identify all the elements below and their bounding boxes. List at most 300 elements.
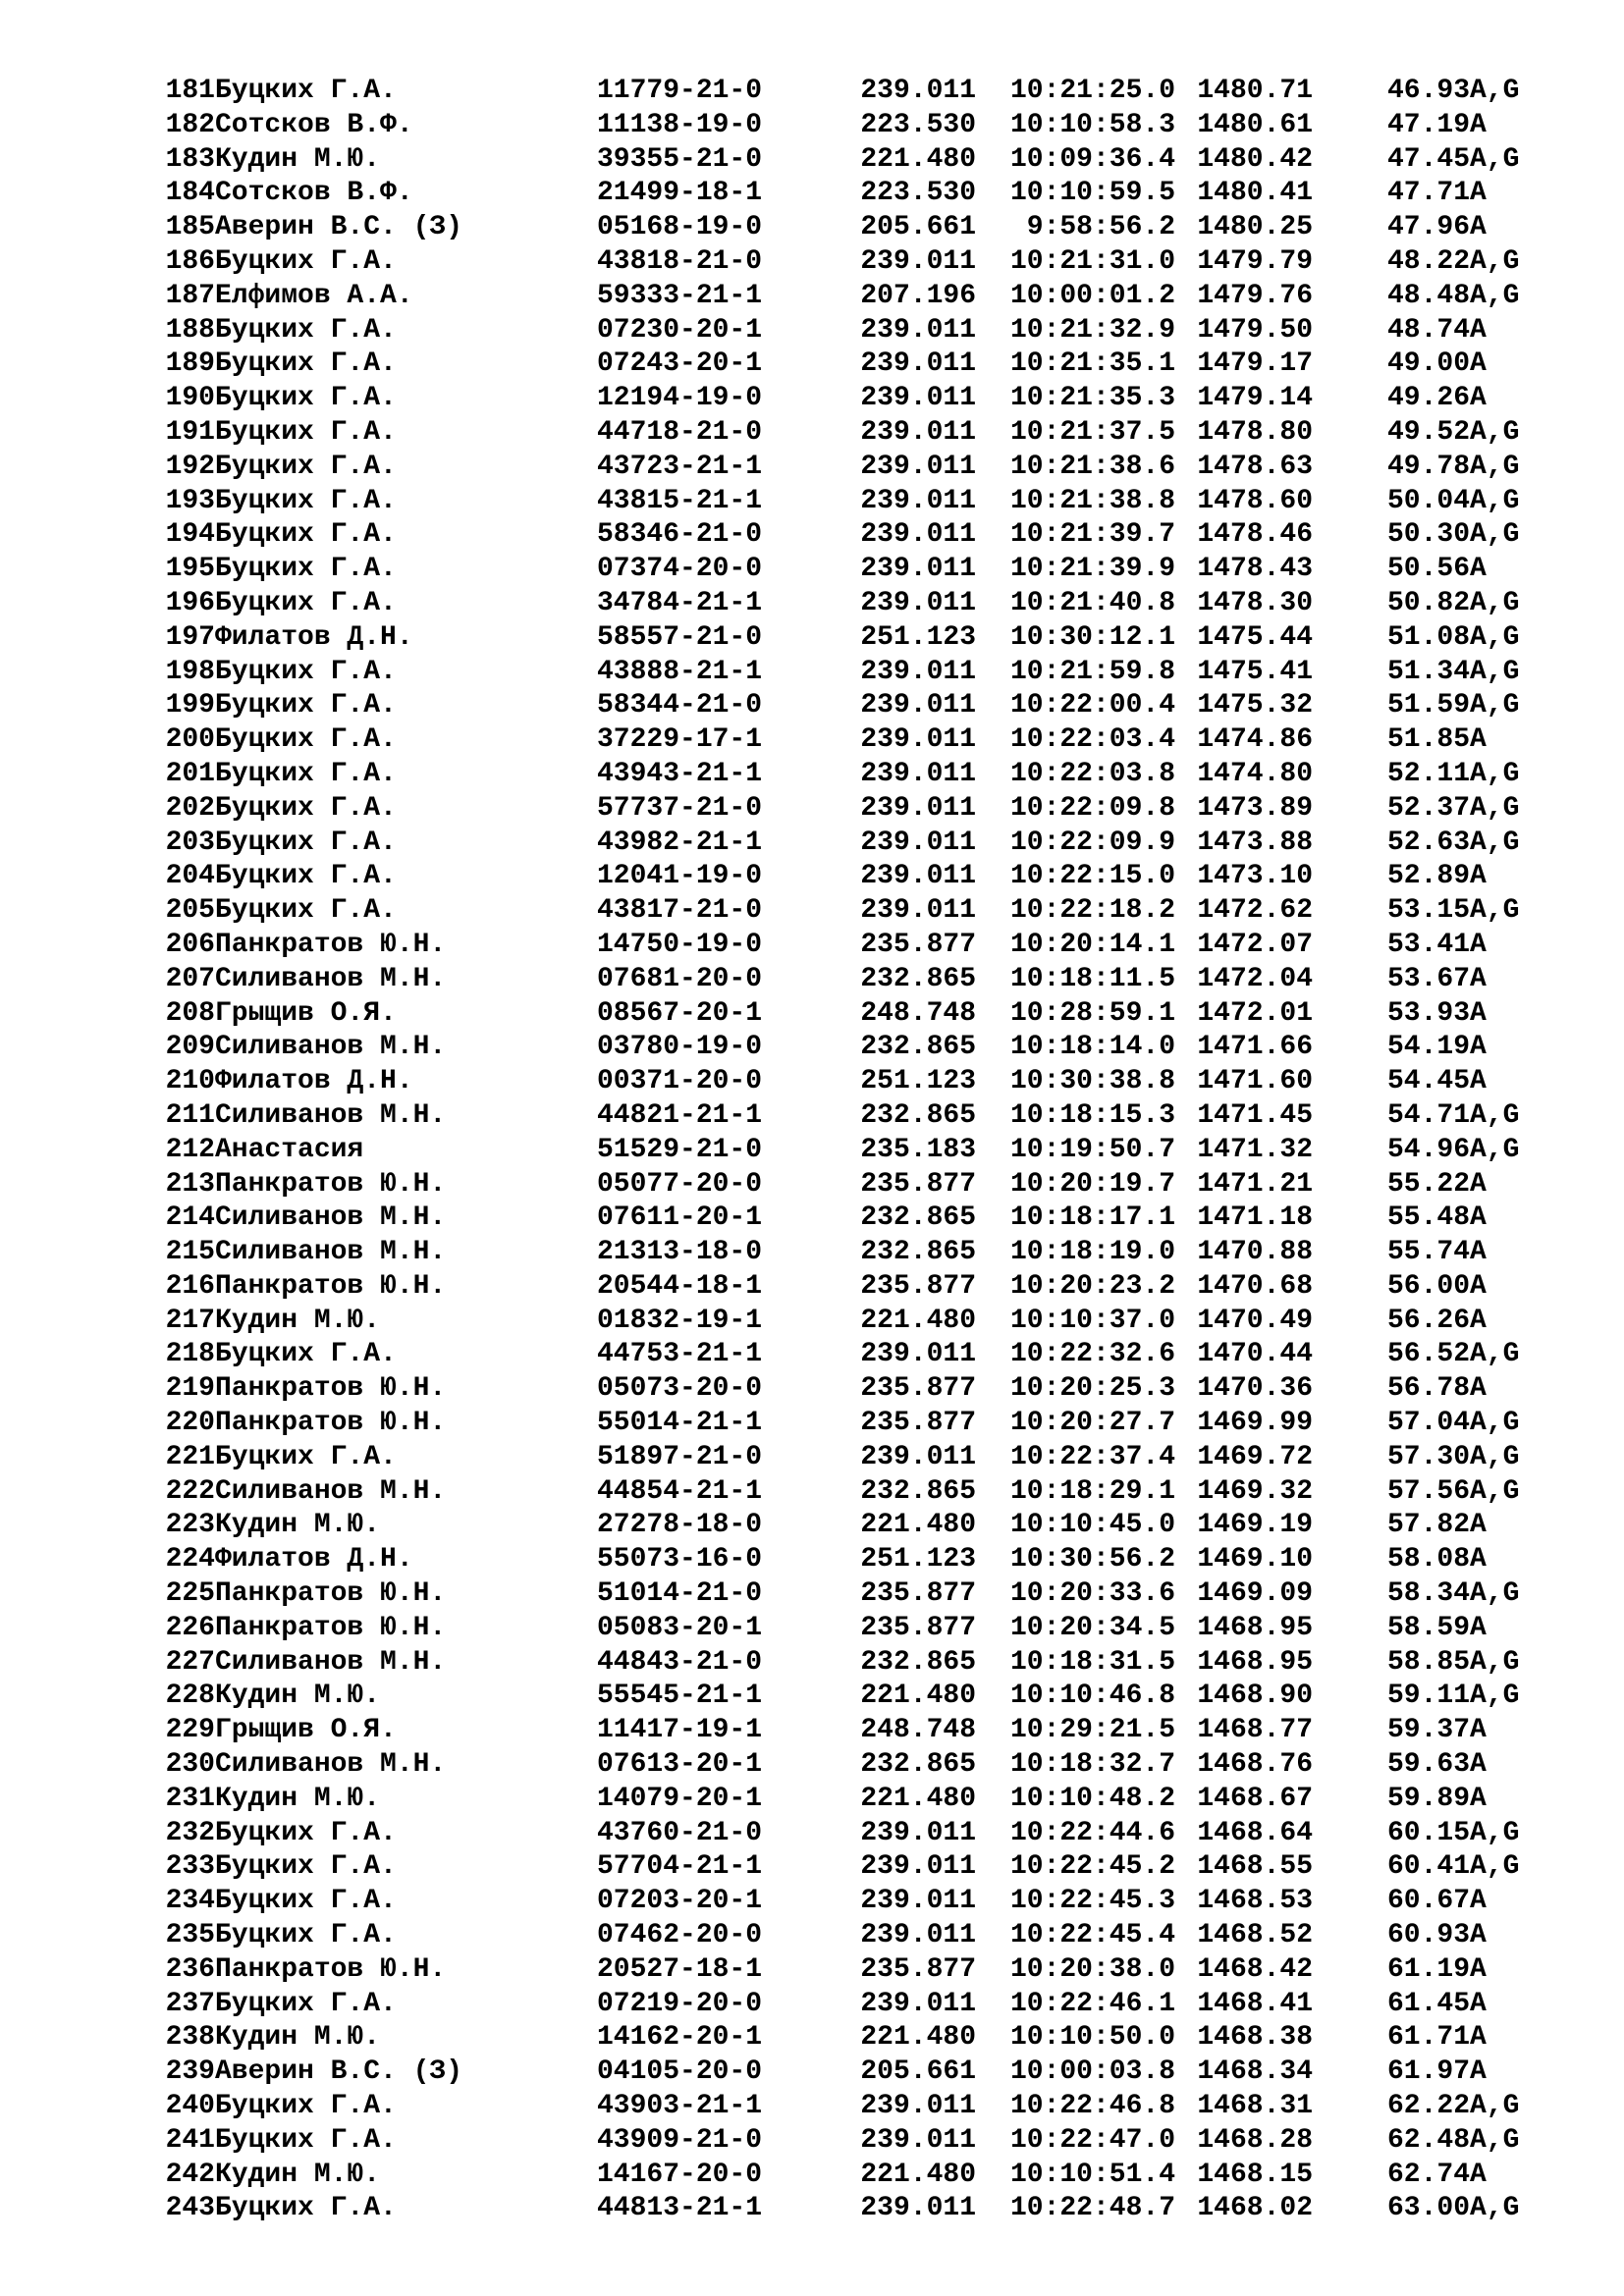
ring-id: 07462-20-0 [597,1920,763,1951]
flag-code: A,G [1470,519,1520,551]
flag-code: A,G [1470,1851,1520,1883]
flag-code: A [1470,554,1487,585]
ring-id: 05077-20-0 [597,1168,763,1200]
ring-id: 43982-21-1 [597,827,763,858]
row-number: 233 [165,1851,215,1883]
percent-value: 53.93 [1386,997,1470,1029]
flag-code: A [1470,1168,1487,1200]
ring-id: 59333-21-1 [597,280,763,311]
speed-value: 1475.32 [1197,690,1313,721]
percent-value: 56.00 [1386,1270,1470,1302]
speed-value: 1472.01 [1197,997,1313,1029]
participant-name: Буцких Г.А. [215,861,397,892]
table-row [144,1201,1558,1236]
table-row [144,621,1558,656]
table-row [144,827,1558,861]
row-number: 186 [165,245,215,277]
ring-id: 14079-20-1 [597,1783,763,1814]
distance-value: 239.011 [860,587,976,618]
participant-name: Грыщив О.Я. [215,1715,397,1746]
participant-name: Буцких Г.А. [215,416,397,448]
ring-id: 39355-21-0 [597,143,763,175]
arrival-time: 10:10:45.0 [1009,1510,1175,1541]
ring-id: 05083-20-1 [597,1612,763,1643]
table-row [144,2090,1558,2124]
participant-name: Буцких Г.А. [215,587,397,618]
arrival-time: 10:00:03.8 [1009,2056,1175,2088]
ring-id: 51014-21-0 [597,1578,763,1610]
participant-name: Кудин М.Ю. [215,1681,381,1712]
percent-value: 54.96 [1386,1134,1470,1165]
table-row [144,2159,1558,2193]
flag-code: A,G [1470,1099,1520,1131]
ring-id: 44718-21-0 [597,416,763,448]
percent-value: 63.00 [1386,2193,1470,2224]
flag-code: A,G [1470,1134,1520,1165]
flag-code: A,G [1470,656,1520,687]
flag-code: A [1470,861,1487,892]
table-row [144,1270,1558,1305]
table-row [144,416,1558,451]
percent-value: 60.93 [1386,1920,1470,1951]
percent-value: 51.59 [1386,690,1470,721]
distance-value: 251.123 [860,621,976,653]
table-row [144,143,1558,178]
speed-value: 1479.50 [1197,314,1313,346]
distance-value: 239.011 [860,451,976,482]
percent-value: 51.34 [1386,656,1470,687]
distance-value: 223.530 [860,178,976,209]
arrival-time: 10:18:32.7 [1009,1749,1175,1781]
ring-id: 43817-21-0 [597,895,763,927]
distance-value: 239.011 [860,1339,976,1370]
percent-value: 47.71 [1386,178,1470,209]
arrival-time: 10:18:29.1 [1009,1475,1175,1507]
speed-value: 1479.17 [1197,348,1313,380]
speed-value: 1470.44 [1197,1339,1313,1370]
distance-value: 235.877 [860,1408,976,1439]
distance-value: 239.011 [860,861,976,892]
participant-name: Елфимов А.А. [215,280,413,311]
participant-name: Буцких Г.А. [215,485,397,516]
speed-value: 1469.10 [1197,1544,1313,1575]
flag-code: A [1470,2159,1487,2190]
speed-value: 1478.80 [1197,416,1313,448]
distance-value: 221.480 [860,1783,976,1814]
arrival-time: 10:20:23.2 [1009,1270,1175,1302]
arrival-time: 10:30:12.1 [1009,621,1175,653]
arrival-time: 10:18:19.0 [1009,1237,1175,1268]
flag-code: A [1470,1886,1487,1917]
table-row [144,1817,1558,1851]
participant-name: Буцких Г.А. [215,451,397,482]
arrival-time: 10:20:27.7 [1009,1408,1175,1439]
flag-code: A [1470,1715,1487,1746]
participant-name: Кудин М.Ю. [215,1510,381,1541]
table-row [144,1372,1558,1407]
speed-value: 1471.45 [1197,1099,1313,1131]
table-row [144,894,1558,929]
row-number: 243 [165,2193,215,2224]
distance-value: 239.011 [860,245,976,277]
ring-id: 43888-21-1 [597,656,763,687]
speed-value: 1480.41 [1197,178,1313,209]
percent-value: 57.04 [1386,1408,1470,1439]
arrival-time: 10:22:09.8 [1009,792,1175,824]
table-row [144,1134,1558,1168]
flag-code: A,G [1470,621,1520,653]
flag-code: A,G [1470,1441,1520,1472]
distance-value: 221.480 [860,2022,976,2054]
row-number: 214 [165,1202,215,1234]
percent-value: 60.41 [1386,1851,1470,1883]
arrival-time: 10:22:09.9 [1009,827,1175,858]
arrival-time: 10:21:39.7 [1009,519,1175,551]
table-row [144,485,1558,519]
ring-id: 27278-18-0 [597,1510,763,1541]
flag-code: A,G [1470,76,1520,106]
participant-name: Буцких Г.А. [215,245,397,277]
flag-code: A,G [1470,1408,1520,1439]
flag-code: A [1470,724,1487,756]
row-number: 209 [165,1032,215,1063]
flag-code: A,G [1470,895,1520,927]
percent-value: 59.63 [1386,1749,1470,1781]
flag-code: A,G [1470,1817,1520,1848]
flag-code: A,G [1470,690,1520,721]
table-row [144,1509,1558,1543]
row-number: 217 [165,1305,215,1336]
distance-value: 223.530 [860,109,976,140]
speed-value: 1478.43 [1197,554,1313,585]
speed-value: 1480.61 [1197,109,1313,140]
row-number: 184 [165,178,215,209]
ring-id: 58346-21-0 [597,519,763,551]
percent-value: 62.22 [1386,2091,1470,2122]
ring-id: 00371-20-0 [597,1066,763,1097]
row-number: 242 [165,2159,215,2190]
percent-value: 51.85 [1386,724,1470,756]
ring-id: 12194-19-0 [597,383,763,414]
distance-value: 239.011 [860,1851,976,1883]
percent-value: 60.67 [1386,1886,1470,1917]
percent-value: 56.26 [1386,1305,1470,1336]
flag-code: A [1470,1032,1487,1063]
participant-name: Панкратов Ю.Н. [215,929,447,960]
row-number: 223 [165,1510,215,1541]
participant-name: Силиванов М.Н. [215,1646,447,1678]
participant-name: Сотсков В.Ф. [215,178,413,209]
distance-value: 239.011 [860,1920,976,1951]
distance-value: 239.011 [860,1441,976,1472]
speed-value: 1468.02 [1197,2193,1313,2224]
flag-code: A [1470,1953,1487,1985]
participant-name: Буцких Г.А. [215,656,397,687]
row-number: 205 [165,895,215,927]
ring-id: 37229-17-1 [597,724,763,756]
arrival-time: 10:22:45.4 [1009,1920,1175,1951]
speed-value: 1479.76 [1197,280,1313,311]
ring-id: 43943-21-1 [597,758,763,789]
flag-code: A,G [1470,827,1520,858]
speed-value: 1469.09 [1197,1578,1313,1610]
percent-value: 59.11 [1386,1681,1470,1712]
distance-value: 232.865 [860,1032,976,1063]
table-row [144,929,1558,963]
distance-value: 251.123 [860,1544,976,1575]
distance-value: 239.011 [860,656,976,687]
speed-value: 1474.80 [1197,758,1313,789]
ring-id: 43909-21-0 [597,2124,763,2156]
participant-name: Аверин В.С. (З) [215,212,463,243]
table-row [144,451,1558,485]
row-number: 198 [165,656,215,687]
flag-code: A [1470,383,1487,414]
participant-name: Буцких Г.А. [215,792,397,824]
flag-code: A,G [1470,758,1520,789]
distance-value: 239.011 [860,827,976,858]
row-number: 229 [165,1715,215,1746]
percent-value: 49.52 [1386,416,1470,448]
arrival-time: 10:22:46.8 [1009,2091,1175,2122]
arrival-time: 10:22:15.0 [1009,861,1175,892]
arrival-time: 10:21:25.0 [1009,76,1175,106]
speed-value: 1471.60 [1197,1066,1313,1097]
speed-value: 1468.76 [1197,1749,1313,1781]
flag-code: A,G [1470,2193,1520,2224]
distance-value: 235.877 [860,929,976,960]
speed-value: 1473.10 [1197,861,1313,892]
participant-name: Буцких Г.А. [215,827,397,858]
participant-name: Кудин М.Ю. [215,143,381,175]
ring-id: 04105-20-0 [597,2056,763,2088]
arrival-time: 10:10:59.5 [1009,178,1175,209]
table-row [144,1099,1558,1134]
table-row [144,1236,1558,1270]
table-row [144,382,1558,416]
speed-value: 1468.34 [1197,2056,1313,2088]
arrival-time: 10:22:03.4 [1009,724,1175,756]
speed-value: 1471.21 [1197,1168,1313,1200]
participant-name: Силиванов М.Н. [215,963,447,994]
distance-value: 221.480 [860,143,976,175]
participant-name: Буцких Г.А. [215,1920,397,1951]
percent-value: 61.45 [1386,1988,1470,2019]
speed-value: 1471.66 [1197,1032,1313,1063]
ring-id: 43903-21-1 [597,2091,763,2122]
flag-code: A [1470,1373,1487,1405]
arrival-time: 10:21:59.8 [1009,656,1175,687]
speed-value: 1469.99 [1197,1408,1313,1439]
speed-value: 1468.28 [1197,2124,1313,2156]
distance-value: 235.877 [860,1953,976,1985]
flag-code: A,G [1470,2091,1520,2122]
participant-name: Кудин М.Ю. [215,2159,381,2190]
row-number: 204 [165,861,215,892]
participant-name: Кудин М.Ю. [215,1783,381,1814]
row-number: 210 [165,1066,215,1097]
distance-value: 239.011 [860,416,976,448]
arrival-time: 10:21:40.8 [1009,587,1175,618]
flag-code: A [1470,963,1487,994]
participant-name: Филатов Д.Н. [215,1066,413,1097]
row-number: 213 [165,1168,215,1200]
speed-value: 1480.71 [1197,76,1313,106]
percent-value: 54.71 [1386,1099,1470,1131]
percent-value: 47.45 [1386,143,1470,175]
ring-id: 43723-21-1 [597,451,763,482]
row-number: 216 [165,1270,215,1302]
table-row [144,109,1558,143]
table-row [144,2192,1558,2226]
table-row [144,347,1558,382]
row-number: 185 [165,212,215,243]
ring-id: 55073-16-0 [597,1544,763,1575]
percent-value: 59.89 [1386,1783,1470,1814]
percent-value: 47.96 [1386,212,1470,243]
table-row [144,758,1558,792]
percent-value: 53.67 [1386,963,1470,994]
speed-value: 1472.07 [1197,929,1313,960]
arrival-time: 10:18:31.5 [1009,1646,1175,1678]
row-number: 215 [165,1237,215,1268]
arrival-time: 10:22:32.6 [1009,1339,1175,1370]
flag-code: A [1470,1510,1487,1541]
row-number: 238 [165,2022,215,2054]
percent-value: 57.82 [1386,1510,1470,1541]
table-row [144,1988,1558,2022]
distance-value: 248.748 [860,997,976,1029]
row-number: 226 [165,1612,215,1643]
table-row [144,1338,1558,1372]
participant-name: Буцких Г.А. [215,724,397,756]
ring-id: 08567-20-1 [597,997,763,1029]
arrival-time: 10:21:37.5 [1009,416,1175,448]
speed-value: 1480.42 [1197,143,1313,175]
row-number: 181 [165,76,215,106]
distance-value: 239.011 [860,1988,976,2019]
ring-id: 11779-21-0 [597,76,763,106]
flag-code: A,G [1470,2124,1520,2156]
arrival-time: 10:22:00.4 [1009,690,1175,721]
table-row [144,792,1558,827]
speed-value: 1469.32 [1197,1475,1313,1507]
percent-value: 52.37 [1386,792,1470,824]
arrival-time: 10:21:39.9 [1009,554,1175,585]
percent-value: 54.45 [1386,1066,1470,1097]
arrival-time: 10:22:48.7 [1009,2193,1175,2224]
flag-code: A [1470,1749,1487,1781]
row-number: 193 [165,485,215,516]
distance-value: 235.183 [860,1134,976,1165]
distance-value: 221.480 [860,2159,976,2190]
ring-id: 57704-21-1 [597,1851,763,1883]
distance-value: 232.865 [860,1099,976,1131]
row-number: 241 [165,2124,215,2156]
flag-code: A [1470,314,1487,346]
distance-value: 232.865 [860,1237,976,1268]
flag-code: A,G [1470,1681,1520,1712]
table-row [144,1543,1558,1577]
flag-code: A [1470,929,1487,960]
ring-id: 43760-21-0 [597,1817,763,1848]
distance-value: 239.011 [860,519,976,551]
arrival-time: 10:19:50.7 [1009,1134,1175,1165]
arrival-time: 10:18:17.1 [1009,1202,1175,1234]
speed-value: 1468.31 [1197,2091,1313,2122]
table-row [144,518,1558,553]
ring-id: 07219-20-0 [597,1988,763,2019]
speed-value: 1475.41 [1197,656,1313,687]
ring-id: 20527-18-1 [597,1953,763,1985]
row-number: 224 [165,1544,215,1575]
arrival-time: 10:30:38.8 [1009,1066,1175,1097]
participant-name: Силиванов М.Н. [215,1202,447,1234]
row-number: 201 [165,758,215,789]
participant-name: Буцких Г.А. [215,76,397,106]
participant-name: Силиванов М.Н. [215,1032,447,1063]
ring-id: 44821-21-1 [597,1099,763,1131]
arrival-time: 10:22:03.8 [1009,758,1175,789]
ring-id: 14167-20-0 [597,2159,763,2190]
flag-code: A,G [1470,451,1520,482]
row-number: 190 [165,383,215,414]
ring-id: 07230-20-1 [597,314,763,346]
arrival-time: 10:18:11.5 [1009,963,1175,994]
percent-value: 61.71 [1386,2022,1470,2054]
participant-name: Филатов Д.Н. [215,1544,413,1575]
speed-value: 1469.19 [1197,1510,1313,1541]
row-number: 189 [165,348,215,380]
percent-value: 49.00 [1386,348,1470,380]
ring-id: 21499-18-1 [597,178,763,209]
row-number: 219 [165,1373,215,1405]
participant-name: Силиванов М.Н. [215,1237,447,1268]
distance-value: 232.865 [860,1749,976,1781]
ring-id: 58557-21-0 [597,621,763,653]
table-row [144,1646,1558,1681]
ring-id: 34784-21-1 [597,587,763,618]
row-number: 237 [165,1988,215,2019]
distance-value: 239.011 [860,2124,976,2156]
distance-value: 235.877 [860,1612,976,1643]
flag-code: A [1470,1544,1487,1575]
arrival-time: 10:10:48.2 [1009,1783,1175,1814]
percent-value: 50.04 [1386,485,1470,516]
percent-value: 52.89 [1386,861,1470,892]
ring-id: 44813-21-1 [597,2193,763,2224]
flag-code: A [1470,997,1487,1029]
speed-value: 1468.55 [1197,1851,1313,1883]
arrival-time: 10:21:38.8 [1009,485,1175,516]
speed-value: 1468.38 [1197,2022,1313,2054]
distance-value: 248.748 [860,1715,976,1746]
distance-value: 239.011 [860,792,976,824]
flag-code: A [1470,1202,1487,1234]
ring-id: 57737-21-0 [597,792,763,824]
arrival-time: 10:20:33.6 [1009,1578,1175,1610]
speed-value: 1469.72 [1197,1441,1313,1472]
distance-value: 232.865 [860,1202,976,1234]
percent-value: 50.56 [1386,554,1470,585]
speed-value: 1480.25 [1197,212,1313,243]
distance-value: 239.011 [860,690,976,721]
distance-value: 239.011 [860,314,976,346]
percent-value: 58.85 [1386,1646,1470,1678]
ring-id: 07243-20-1 [597,348,763,380]
distance-value: 221.480 [860,1681,976,1712]
percent-value: 56.52 [1386,1339,1470,1370]
